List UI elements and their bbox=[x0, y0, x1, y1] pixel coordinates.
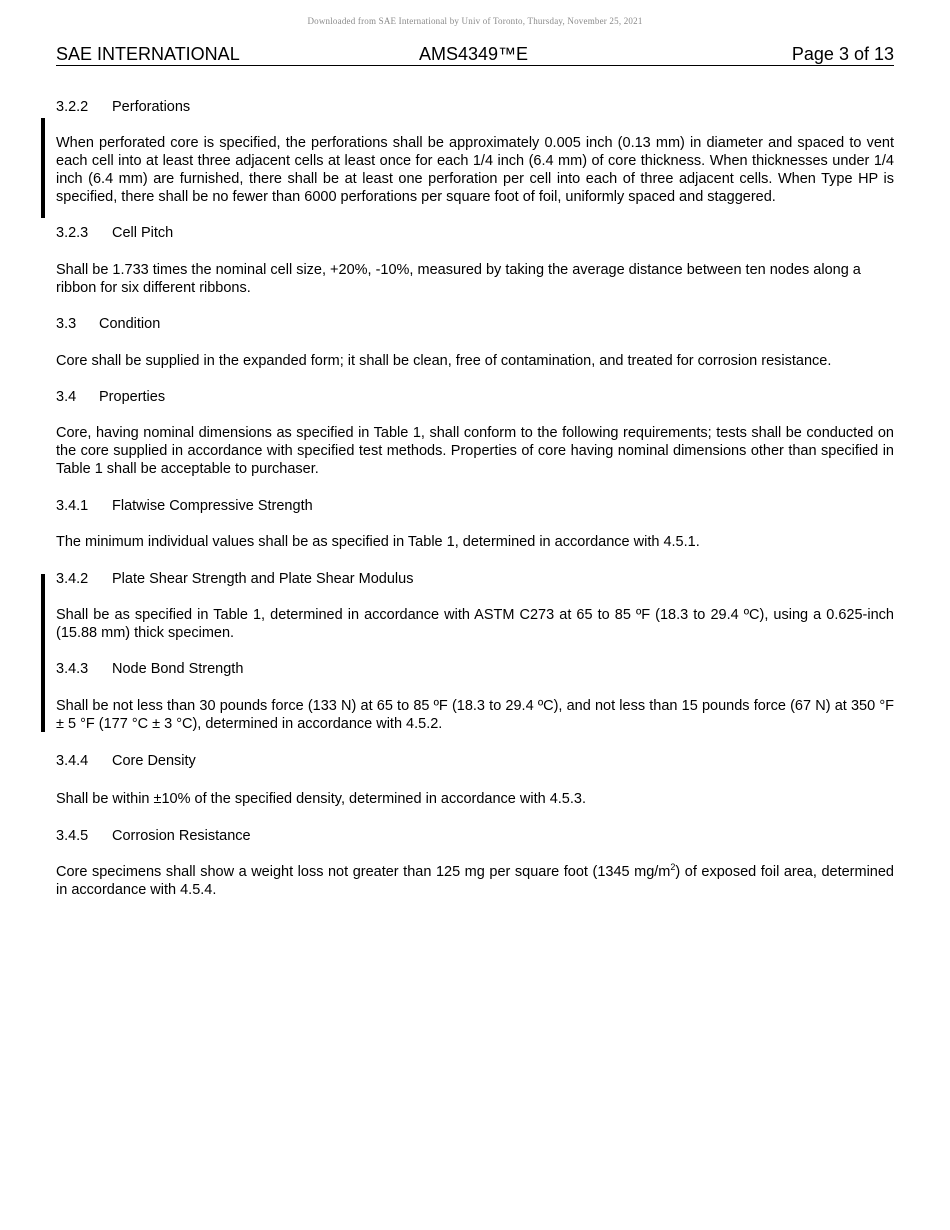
section-title: Corrosion Resistance bbox=[112, 828, 251, 844]
section-heading bbox=[56, 497, 313, 515]
section-number: 3.2.2 bbox=[56, 99, 89, 115]
section-body: Shall be 1.733 times the nominal cell size, +20%, -10%, measured by taking the average distance between ten nodes along a ribbon for six different ribbons. bbox=[56, 262, 861, 296]
section-body bbox=[56, 863, 894, 899]
section-number: 3.3 bbox=[56, 316, 77, 332]
superscript: 2 bbox=[670, 862, 676, 873]
section-number: 3.4.2 bbox=[56, 571, 89, 587]
section-number: 3.4.5 bbox=[56, 828, 89, 844]
section-title: Perforations bbox=[112, 99, 191, 115]
section-body-text: Core specimens shall show a weight loss not greater than 125 mg per square foot (1345 mg/m bbox=[56, 864, 671, 880]
section-body-text: ) of exposed foil area, determined in accordance with 4.5.4. bbox=[56, 864, 894, 898]
section-title: Cell Pitch bbox=[112, 225, 174, 241]
section-body: Shall be within ±10% of the specified density, determined in accordance with 4.5.3. bbox=[56, 791, 586, 807]
section-number: 3.4 bbox=[56, 389, 77, 405]
header-page-number: Page 3 of 13 bbox=[791, 44, 894, 64]
section-title: Properties bbox=[99, 389, 166, 405]
section-heading bbox=[56, 660, 243, 678]
section-body: Core shall be supplied in the expanded form; it shall be clean, free of contamination, and treated for corrosion resistance. bbox=[56, 353, 832, 369]
section-heading bbox=[56, 388, 165, 406]
section-heading bbox=[56, 224, 173, 242]
section-heading bbox=[56, 827, 251, 845]
section-heading bbox=[56, 752, 196, 770]
section-heading bbox=[56, 315, 160, 333]
section-body: Shall be as specified in Table 1, determined in accordance with ASTM C273 at 65 to 85 ºF (18.3 to 29.4 ºC), using a 0.625-inch (15.88 mm) thick specimen. bbox=[56, 607, 894, 641]
header-org: SAE INTERNATIONAL bbox=[56, 44, 240, 64]
change-bar bbox=[41, 574, 45, 732]
section-number: 3.4.1 bbox=[56, 498, 89, 514]
section-number: 3.4.4 bbox=[56, 753, 89, 769]
section-title: Plate Shear Strength and Plate Shear Modulus bbox=[112, 571, 414, 587]
section-body: Shall be not less than 30 pounds force (133 N) at 65 to 85 ºF (18.3 to 29.4 ºC), and not less than 15 pounds force (67 N) at 350 °F ± 5 °F (177 °C ± 3 °C), determined in accordance with 4.5.2. bbox=[56, 698, 894, 732]
section-body: Core, having nominal dimensions as specified in Table 1, shall conform to the following requirements; tests shall be conducted on the core supplied in accordance with specified test methods. Properties of core having nominal dimensions other than specified in Table 1 shall be acceptable to purchaser. bbox=[56, 425, 894, 477]
section-number: 3.2.3 bbox=[56, 225, 89, 241]
download-watermark: Downloaded from SAE International by Univ of Toronto, Thursday, November 25, 2021 bbox=[307, 16, 643, 26]
section-title: Flatwise Compressive Strength bbox=[112, 498, 313, 514]
section-title: Node Bond Strength bbox=[112, 661, 244, 677]
section-heading bbox=[56, 98, 190, 116]
section-number: 3.4.3 bbox=[56, 661, 89, 677]
section-heading bbox=[56, 570, 413, 588]
section-title: Condition bbox=[99, 316, 161, 332]
section-body: When perforated core is specified, the perforations shall be approximately 0.005 inch (0.13 mm) in diameter and spaced to vent each cell into at least three adjacent cells at least once for each 1/4 inch (6.4 mm) of core thickness. When thicknesses under 1/4 inch (6.4 mm) are furnished, there shall be at least one perforation per cell into each of three adjacent cells. When Type HP is specified, there shall be no fewer than 6000 perforations per square foot of foil, uniformly spaced and staggered. bbox=[56, 135, 894, 205]
header-doc-id: AMS4349™E bbox=[419, 44, 529, 64]
section-body: The minimum individual values shall be as specified in Table 1, determined in accordance with 4.5.1. bbox=[56, 534, 700, 550]
page-header bbox=[56, 43, 894, 66]
section-title: Core Density bbox=[112, 753, 196, 769]
change-bar bbox=[41, 118, 45, 218]
